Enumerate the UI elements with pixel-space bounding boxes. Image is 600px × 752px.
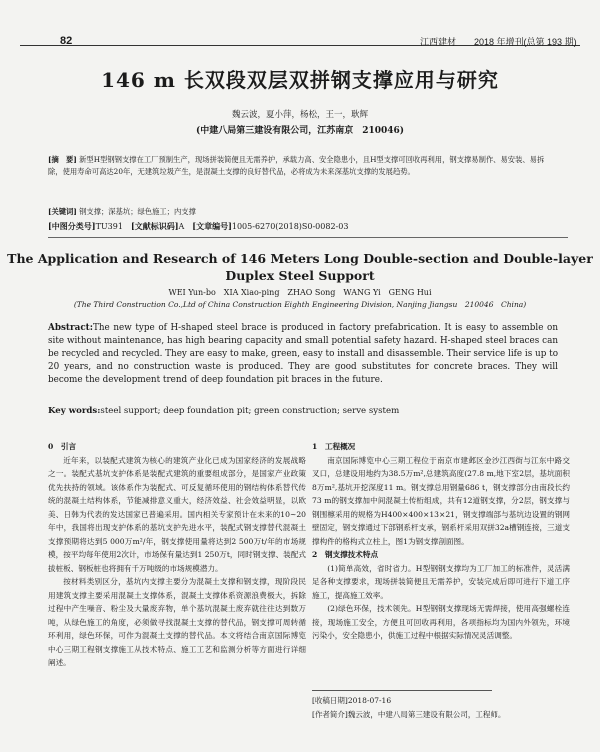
journal-header — [420, 35, 577, 48]
english-authors: WEI Yun-bo XIA Xiao-ping ZHAO Song WANG Yi GENG Hui — [168, 288, 432, 297]
paragraph: 近年来，以装配式建筑为核心的建筑产业化已成为国家经济的发展战略之一。装配式基坑支护体系是装配式建筑的重要组成部分，是国家产业政策优先扶持的领域。该体系作为装配式、可反复循环使用的钢结构体系替代传统的混凝土结构体系，节能减排意义重大，经济效益、社会效益明显，以欧美、日韩为代表的发达国家已普遍采用。国内相关专家预计在未来的10~20年中，我国将出现支护体系的基坑支护先进水平，装配式钢支撑替代混凝土支撑预期将达到5 000万m²/年，钢支撑使用量将达到2 500万t/年的市场规模，按平均每年使用2次计，市场保有量达到1 250万t，同时钢支撑、装配式拔桩板、钢板桩也将拥有千万吨级的市场规模潜力。 — [48, 455, 306, 573]
english-keywords — [48, 406, 558, 416]
classification-line — [48, 221, 568, 232]
article-id: 1005-6270(2018)S0-0082-03 — [231, 222, 349, 231]
section-heading-features: 2 钢支撑技术特点 — [312, 550, 379, 559]
body-left-column — [48, 440, 306, 670]
keywords-cn-text: 钢支撑；深基坑；绿色施工；内支撑 — [79, 207, 196, 216]
received-date: [收稿日期]2018-07-16 — [312, 696, 392, 705]
abstract-cn — [48, 154, 558, 177]
abstract-cn-text: 新型H型钢钢支撑在工厂预制生产，现场拼装简便且无需养护，承载力高、安全隐患小，且H型支撑可回收再利用，钢支撑易制作、易安装、易拆除，使用寿命可高达20年，无建筑垃圾产生，是混凝土支撑的良好替代品，必将成为未来深基坑支撑的发展趋势。 — [48, 155, 545, 176]
footnote-rule — [312, 690, 492, 691]
author-bio: [作者简介]魏云波，中建八局第三建设有限公司，工程师。 — [312, 710, 506, 719]
english-abstract-text: The new type of H-shaped steel brace is produced in factory prefabrication. It is easy to assemble on site without maintenance, has high bearing capacity and small potential safety hazard. H-shaped steel braces can be recycled and recycled. They are easy to make, green, easy to install and disassemble. Their service life is up to 20 years, and no construction waste is produced. They are good substitutes for concrete braces. They will become the development trend of deep foundation pit braces in the future. — [48, 323, 558, 385]
section-heading-project: 1 工程概况 — [312, 442, 356, 451]
list-item: (2)绿色环保，技术领先。H型钢钢支撑现场无需焊接，使用高强螺栓连接，现场施工安全，方便且可回收再利用，各项指标均为国内外领先，环境污染小，安全隐患小，供施工过程中根据实际情况灵活调整。 — [312, 604, 570, 640]
clc-code: TU391 — [95, 222, 123, 231]
english-title: The Application and Research of 146 Meters Long Double-section and Double-layer Duplex Steel Support — [7, 251, 593, 283]
journal-issue: 2018 年增刊(总第 193 期) — [474, 37, 577, 47]
list-item: (1)简单高效，省时省力。H型钢钢支撑均为工厂加工的标准件，灵活满足各种支撑要求，现场拼装简便且无需养护，安装完成后即可进行下道工序施工，提高施工效率。 — [312, 563, 570, 600]
affiliation: (中建八局第三建设有限公司，江苏南京 210046) — [195, 126, 405, 136]
paper-title: 146 m 长双段双层双拼钢支撑应用与研究 — [101, 68, 499, 92]
english-keywords-text: steel support; deep foundation pit; green construction; serve system — [100, 406, 400, 416]
clc-label: [中图分类号] — [48, 221, 96, 231]
english-affiliation: (The Third Construction Co.,Ltd of China Construction Eighth Engineering Division, Nanjing Jiangsu 210046 China) — [73, 300, 527, 309]
english-abstract — [48, 322, 558, 387]
english-abstract-label: Abstract: — [48, 323, 93, 333]
keywords-cn — [48, 206, 558, 217]
section-heading-introduction: 0 引言 — [48, 442, 77, 451]
footnote — [312, 694, 572, 722]
keywords-cn-label: [关键词] — [48, 207, 77, 216]
english-keywords-label: Key words: — [48, 406, 101, 416]
divider — [48, 237, 568, 238]
paragraph: 南京国际博览中心三期工程位于南京市建邺区金沙江西街与江东中路交叉口，总建设用地约为38.5万m²,总建筑高度(27.8 m,地下室2层，基坑面积8万m²,基坑开挖深度11 m。钢支撑总用钢量686 t，钢支撑部分由南段长约73 m的钢支撑加中间混凝土传桁组成，共有12道钢支撑，分2层，钢支撑与钢围檩采用的规格为H400×400×13×21，钢支撑端部与基坑边设置的钢网壁固定，钢支撑通过下部钢系杆支承，钢系杆采用双拼32a槽钢连接，三道支撑构件的格构式立柱上，图1为钢支撑剖面图。 — [312, 455, 570, 546]
journal-name: 江西建材 — [420, 37, 457, 47]
doc-code-label: [文献标识码] — [130, 221, 179, 231]
page-number: 82 — [60, 35, 73, 47]
doc-code: A — [178, 222, 185, 231]
authors: 魏云波，夏小萍，杨松，王一，耿辉 — [231, 110, 368, 120]
abstract-cn-label: [摘 要] — [48, 155, 77, 164]
article-id-label: [文章编号] — [192, 221, 232, 231]
paragraph: 按材料类别区分，基坑内支撑主要分为混凝土支撑和钢支撑，现阶段民用建筑支撑主要采用混凝土支撑体系，混凝土支撑体系资源浪费极大，拆除过程中产生噪音、粉尘及大量废弃物，单个基坑混凝土废弃就往往达到数万吨，从绿色施工的角度，必须做寻找混凝土支撑的替代品，钢支撑可周转循环利用，绿色环保，可作为混凝土支撑的替代品。本文将结合南京国际博览中心三期工程钢支撑施工从技术特点、施工工艺和监测分析等方面进行详细阐述。 — [48, 577, 306, 667]
body-right-column — [312, 440, 570, 643]
